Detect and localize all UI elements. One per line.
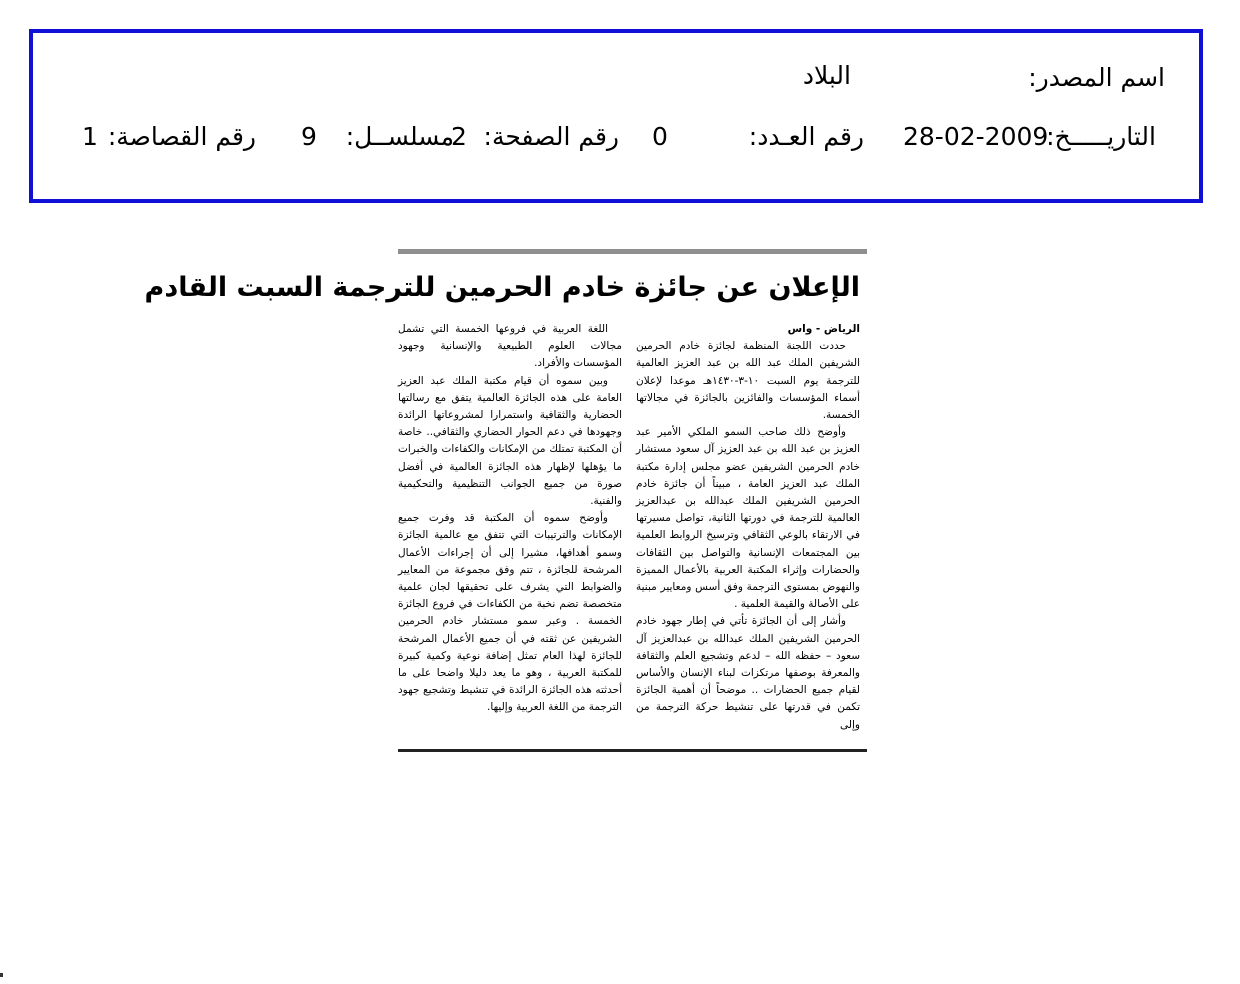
source-label: اسم المصدر: (1028, 63, 1165, 92)
article-headline: الإعلان عن جائزة خادم الحرمين للترجمة السبت القادم (144, 272, 860, 303)
serial-value: 9 (301, 122, 317, 151)
article-paragraph: حددت اللجنة المنظمة لجائزة خادم الحرمين الشريفين الملك عبد الله بن عبد العزيز العالمية للترجمة يوم السبت ١٠-٣-١٤٣٠هـ موعدا لإعلان أسماء المؤسسات والفائزين بالجائزة في مجالاتها الخمسة. (636, 340, 860, 422)
clipping-label: رقم القصاصة: (107, 122, 256, 151)
top-rule (398, 249, 867, 254)
article-column-right (636, 321, 860, 734)
article-dateline: الرياض - واس (787, 323, 860, 335)
date-label: التاريـــــخ: (1046, 122, 1156, 151)
newspaper-article (144, 249, 867, 754)
article-paragraph: وأشار إلى أن الجائزة تأتي في إطار جهود خادم الحرمين الشريفين الملك عبدالله بن عبدالعزيز آل سعود – حفظه الله – لدعم وتشجيع العلم والثقافة والمعرفة بوصفها مرتكزات لبناء الإنسان والأساس لقيام جميع الحضارات .. موضحاً أن أهمية الجائزة تكمن في قدرتها على تنشيط حركة الترجمة من وإلى (636, 615, 860, 731)
page-value: 2 (451, 122, 467, 151)
article-paragraph: وبين سموه أن قيام مكتبة الملك عبد العزيز العامة على هذه الجائزة العالمية يتفق مع رسالتها الحضارية والثقافية واستمرارا لمشروعاتها الرائدة وجهودها في دعم الحوار الحضاري والثقافي.. خاصة أن المكتبة تمتلك من الإمكانات والكفاءات والخبرات ما يؤهلها لإظهار هذه الجائزة العالمية في أفضل صورة من جميع الجوانب التنظيمية والتحكيمية والفنية. (398, 374, 622, 508)
issue-value: 0 (652, 122, 668, 151)
clipping-metadata-box (29, 29, 1203, 203)
article-paragraph: وأوضح ذلك صاحب السمو الملكي الأمير عبد العزيز بن عبد الله بن عبد العزيز آل سعود مستشار خادم الحرمين الشريفين عضو مجلس إدارة مكتبة الملك عبد العزيز العامة ، مبيناً أن جائزة خادم الحرمين الشريفين الملك عبدالله بن عبدالعزيز العالمية للترجمة في دورتها الثانية، تواصل مسيرتها في الارتقاء بالوعي الثقافي وترسيخ الروابط العلمية بين المجتمعات الإنسانية والتواصل بين الثقافات والحضارات وإثراء المكتبة العربية بالأعمال المميزة والنهوض بمستوى الترجمة وفق أسس ومعايير مبنية على الأصالة والقيمة العلمية . (636, 426, 860, 611)
page-label: رقم الصفحة: (483, 122, 619, 151)
bottom-rule (398, 749, 867, 752)
article-paragraph: وأوضح سموه أن المكتبة قد وفرت جميع الإمكانات والترتيبات التي تتفق مع عالمية الجائزة وسمو أهدافها، مشيرا إلى أن إجراءات الأعمال المرشحة للجائزة ، تتم وفق مجموعة من المعايير والضوابط التي يشرف على تحقيقها لجان علمية متخصصة تضم نخبة من الكفاءات في فروع الجائزة الخمسة . وعبر سمو مستشار خادم الحرمين الشريفين عن ثقته في أن جميع الأعمال المرشحة للجائزة لهذا العام تمثل إضافة نوعية وكمية كبيرة للمكتبة العربية ، وهو ما يعد دليلا واضحا على ما أحدثته هذه الجائزة الرائدة في تنشيط وتشجيع جهود الترجمة من اللغة العربية وإليها. (398, 512, 622, 714)
article-column-left (398, 321, 622, 717)
article-paragraph: اللغة العربية في فروعها الخمسة التي تشمل مجالات العلوم الطبيعية والإنسانية وجهود المؤسسات والأفراد. (398, 323, 622, 370)
source-value: البلاد (802, 61, 851, 90)
scan-mark (0, 973, 3, 977)
issue-label: رقم العـدد: (748, 122, 864, 151)
date-value: 28-02-2009 (903, 122, 1049, 151)
serial-label: مسلســل: (345, 122, 454, 151)
clipping-value: 1 (82, 122, 98, 151)
